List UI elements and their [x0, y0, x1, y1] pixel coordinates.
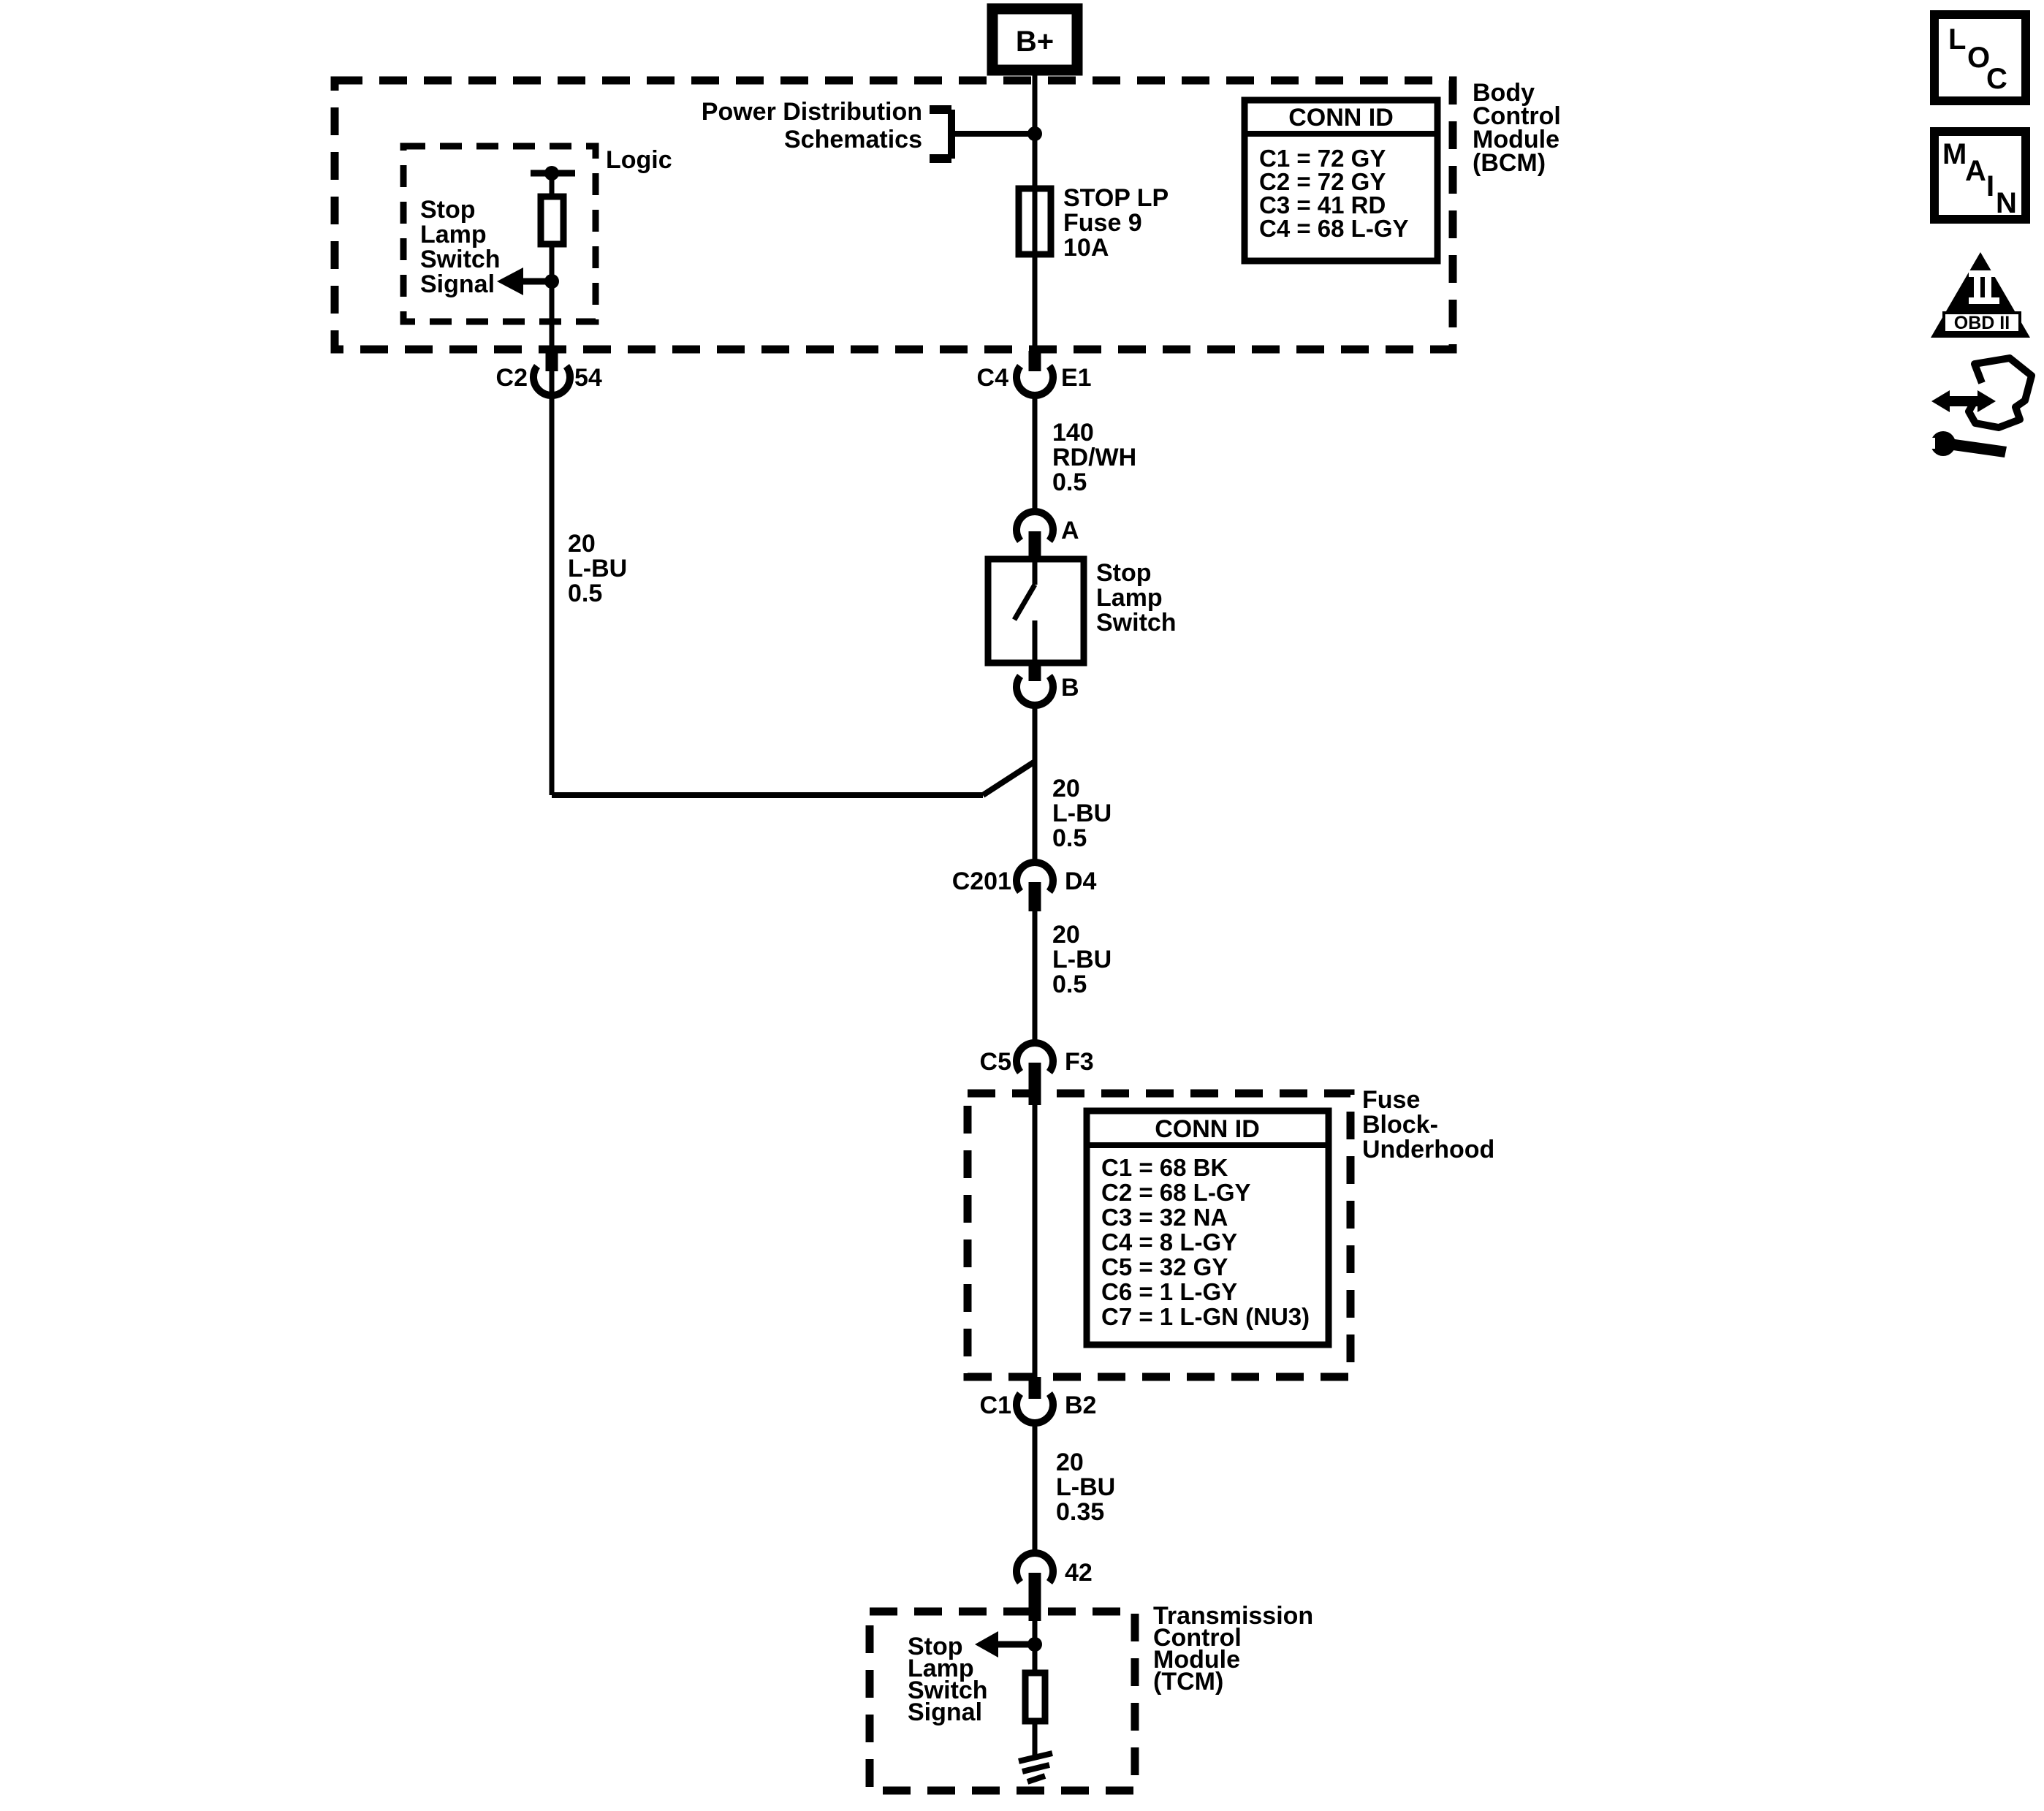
wire-size: 0.5	[1052, 824, 1087, 852]
table-row: C6 = 1 L-GY	[1101, 1278, 1238, 1305]
bcm-name-line: Control	[1473, 102, 1561, 130]
ground-icon	[1019, 1753, 1052, 1782]
connector-name: C1	[979, 1392, 1011, 1419]
tcm-name-line: (TCM)	[1153, 1668, 1224, 1696]
connector-pin: E1	[1061, 364, 1092, 392]
connector-pin: D4	[1065, 867, 1097, 895]
wire-size: 0.35	[1056, 1498, 1105, 1526]
table-row: C4 = 8 L-GY	[1101, 1229, 1238, 1256]
tcm-signal-label: Stop	[908, 1633, 963, 1660]
main-letter: I	[1986, 170, 1995, 202]
connector-c201	[952, 862, 1097, 911]
main-letter: A	[1965, 155, 1986, 187]
signal-arrow-icon	[497, 267, 523, 295]
table-header: CONN ID	[1288, 104, 1394, 132]
wire-color: RD/WH	[1052, 444, 1137, 471]
tcm-signal-label: Lamp	[908, 1655, 974, 1682]
switch-name-line: Switch	[1096, 609, 1177, 637]
table-row: C1 = 68 BK	[1101, 1154, 1228, 1181]
wire-color: L-BU	[568, 555, 628, 582]
wire-gauge: 140	[1052, 419, 1094, 447]
tcm-signal-label: Signal	[908, 1698, 983, 1726]
wire-label-140-rdwh	[1052, 419, 1136, 496]
wrench-icon	[1923, 431, 2007, 458]
battery-feed-symbol	[992, 9, 1077, 70]
wire-gauge: 20	[1052, 921, 1080, 949]
connector-name: C4	[976, 364, 1008, 392]
loc-letter: L	[1948, 23, 1967, 56]
bcm-name-label	[1473, 79, 1561, 177]
power-distribution-label: Power Distribution	[701, 98, 922, 126]
wire-label-logic-branch	[568, 530, 627, 607]
wire-color: L-BU	[1052, 800, 1112, 827]
loc-button[interactable]	[1934, 15, 2026, 101]
table-header: CONN ID	[1155, 1115, 1260, 1143]
fuse-block-name-line: Underhood	[1362, 1136, 1495, 1163]
wire-color: L-BU	[1052, 946, 1112, 973]
fuse-block-name-label	[1362, 1086, 1494, 1163]
fuse-block-conn-id-table	[1087, 1111, 1329, 1345]
tcm-resistor-symbol	[1025, 1673, 1045, 1721]
table-row: C7 = 1 L-GN (NU3)	[1101, 1303, 1310, 1330]
signal-arrow-icon	[975, 1631, 998, 1658]
tcm-name-label	[1153, 1602, 1313, 1696]
connector-a	[1017, 512, 1079, 561]
wire-label-switch-to-c201	[1052, 775, 1112, 852]
bcm-logic-block	[420, 146, 672, 298]
loc-letter: C	[1986, 63, 2007, 95]
wire-gauge: 20	[1052, 775, 1080, 802]
bcm-signal-label: Lamp	[420, 221, 487, 248]
table-row: C2 = 68 L-GY	[1101, 1179, 1251, 1206]
bcm-name-line: Body	[1473, 79, 1535, 107]
connector-c4	[977, 351, 1092, 395]
double-arrow-icon	[1931, 390, 1996, 412]
junction-dot	[544, 166, 559, 181]
obd2-label: OBD II	[1953, 313, 2010, 333]
fuse-label: STOP LP	[1063, 184, 1169, 212]
wire-label-c201-to-c5	[1052, 921, 1112, 998]
bcm-name-line: Module	[1473, 126, 1559, 153]
table-row: C5 = 32 GY	[1101, 1253, 1228, 1280]
connector-pin: A	[1061, 517, 1079, 544]
tcm-name-line: Transmission	[1153, 1602, 1314, 1630]
fuse-block-name-line: Block-	[1362, 1111, 1438, 1139]
battery-label: B+	[1015, 26, 1055, 58]
wire-size: 0.5	[568, 580, 603, 607]
fuse-label: Fuse 9	[1063, 209, 1142, 237]
table-row: C3 = 32 NA	[1101, 1204, 1228, 1231]
power-distribution-reference	[702, 98, 1042, 159]
switch-name-line: Stop	[1096, 559, 1152, 587]
power-distribution-label: Schematics	[784, 126, 922, 153]
table-row: C1 = 72 GY	[1259, 145, 1386, 172]
main-letter: N	[1996, 187, 2017, 219]
connector-c2	[496, 351, 602, 395]
main-letter: M	[1942, 138, 1967, 170]
connector-name: C2	[495, 364, 528, 392]
tcm-name-line: Control	[1153, 1624, 1242, 1652]
obd2-button[interactable]	[1931, 252, 2030, 338]
bcm-name-line: (BCM)	[1473, 149, 1546, 177]
loc-letter: O	[1967, 42, 1991, 74]
table-row: C2 = 72 GY	[1259, 168, 1386, 195]
logic-resistor-symbol	[541, 197, 563, 244]
wire-label-c1-to-tcm	[1056, 1449, 1115, 1526]
bcm-signal-label: Switch	[420, 246, 501, 273]
junction-dot	[1027, 126, 1042, 141]
wire-size: 0.5	[1052, 468, 1087, 496]
switch-name-line: Lamp	[1096, 584, 1163, 612]
wire-gauge: 20	[1056, 1449, 1084, 1476]
fuse-block-name-line: Fuse	[1362, 1086, 1421, 1114]
connector-pin: 54	[574, 364, 602, 392]
connector-name: C201	[951, 867, 1011, 895]
bcm-conn-id-table	[1245, 100, 1437, 261]
wire-size: 0.5	[1052, 971, 1087, 998]
bcm-signal-label: Stop	[420, 196, 476, 224]
connector-name: C5	[979, 1048, 1011, 1076]
wire-gauge: 20	[568, 530, 596, 558]
connector-b	[1017, 663, 1079, 705]
connector-pin: B2	[1065, 1392, 1097, 1419]
bcm-signal-label: Signal	[420, 270, 495, 298]
table-row: C3 = 41 RD	[1259, 191, 1386, 219]
main-button[interactable]	[1934, 132, 2026, 219]
connector-c1	[980, 1377, 1097, 1423]
service-info-button[interactable]	[1923, 358, 2032, 458]
connector-pin: B	[1061, 674, 1079, 702]
connector-pin: 42	[1065, 1559, 1093, 1587]
tcm-block	[908, 1631, 1052, 1782]
tcm-signal-label: Switch	[908, 1677, 988, 1704]
stop-lp-fuse	[1019, 184, 1169, 262]
stop-lamp-switch	[988, 559, 1177, 663]
fuse-label: 10A	[1063, 234, 1109, 262]
connector-pin: F3	[1065, 1048, 1094, 1076]
table-row: C4 = 68 L-GY	[1259, 215, 1409, 242]
tcm-name-line: Module	[1153, 1646, 1240, 1674]
logic-label: Logic	[606, 146, 672, 174]
wire-color: L-BU	[1056, 1473, 1116, 1501]
